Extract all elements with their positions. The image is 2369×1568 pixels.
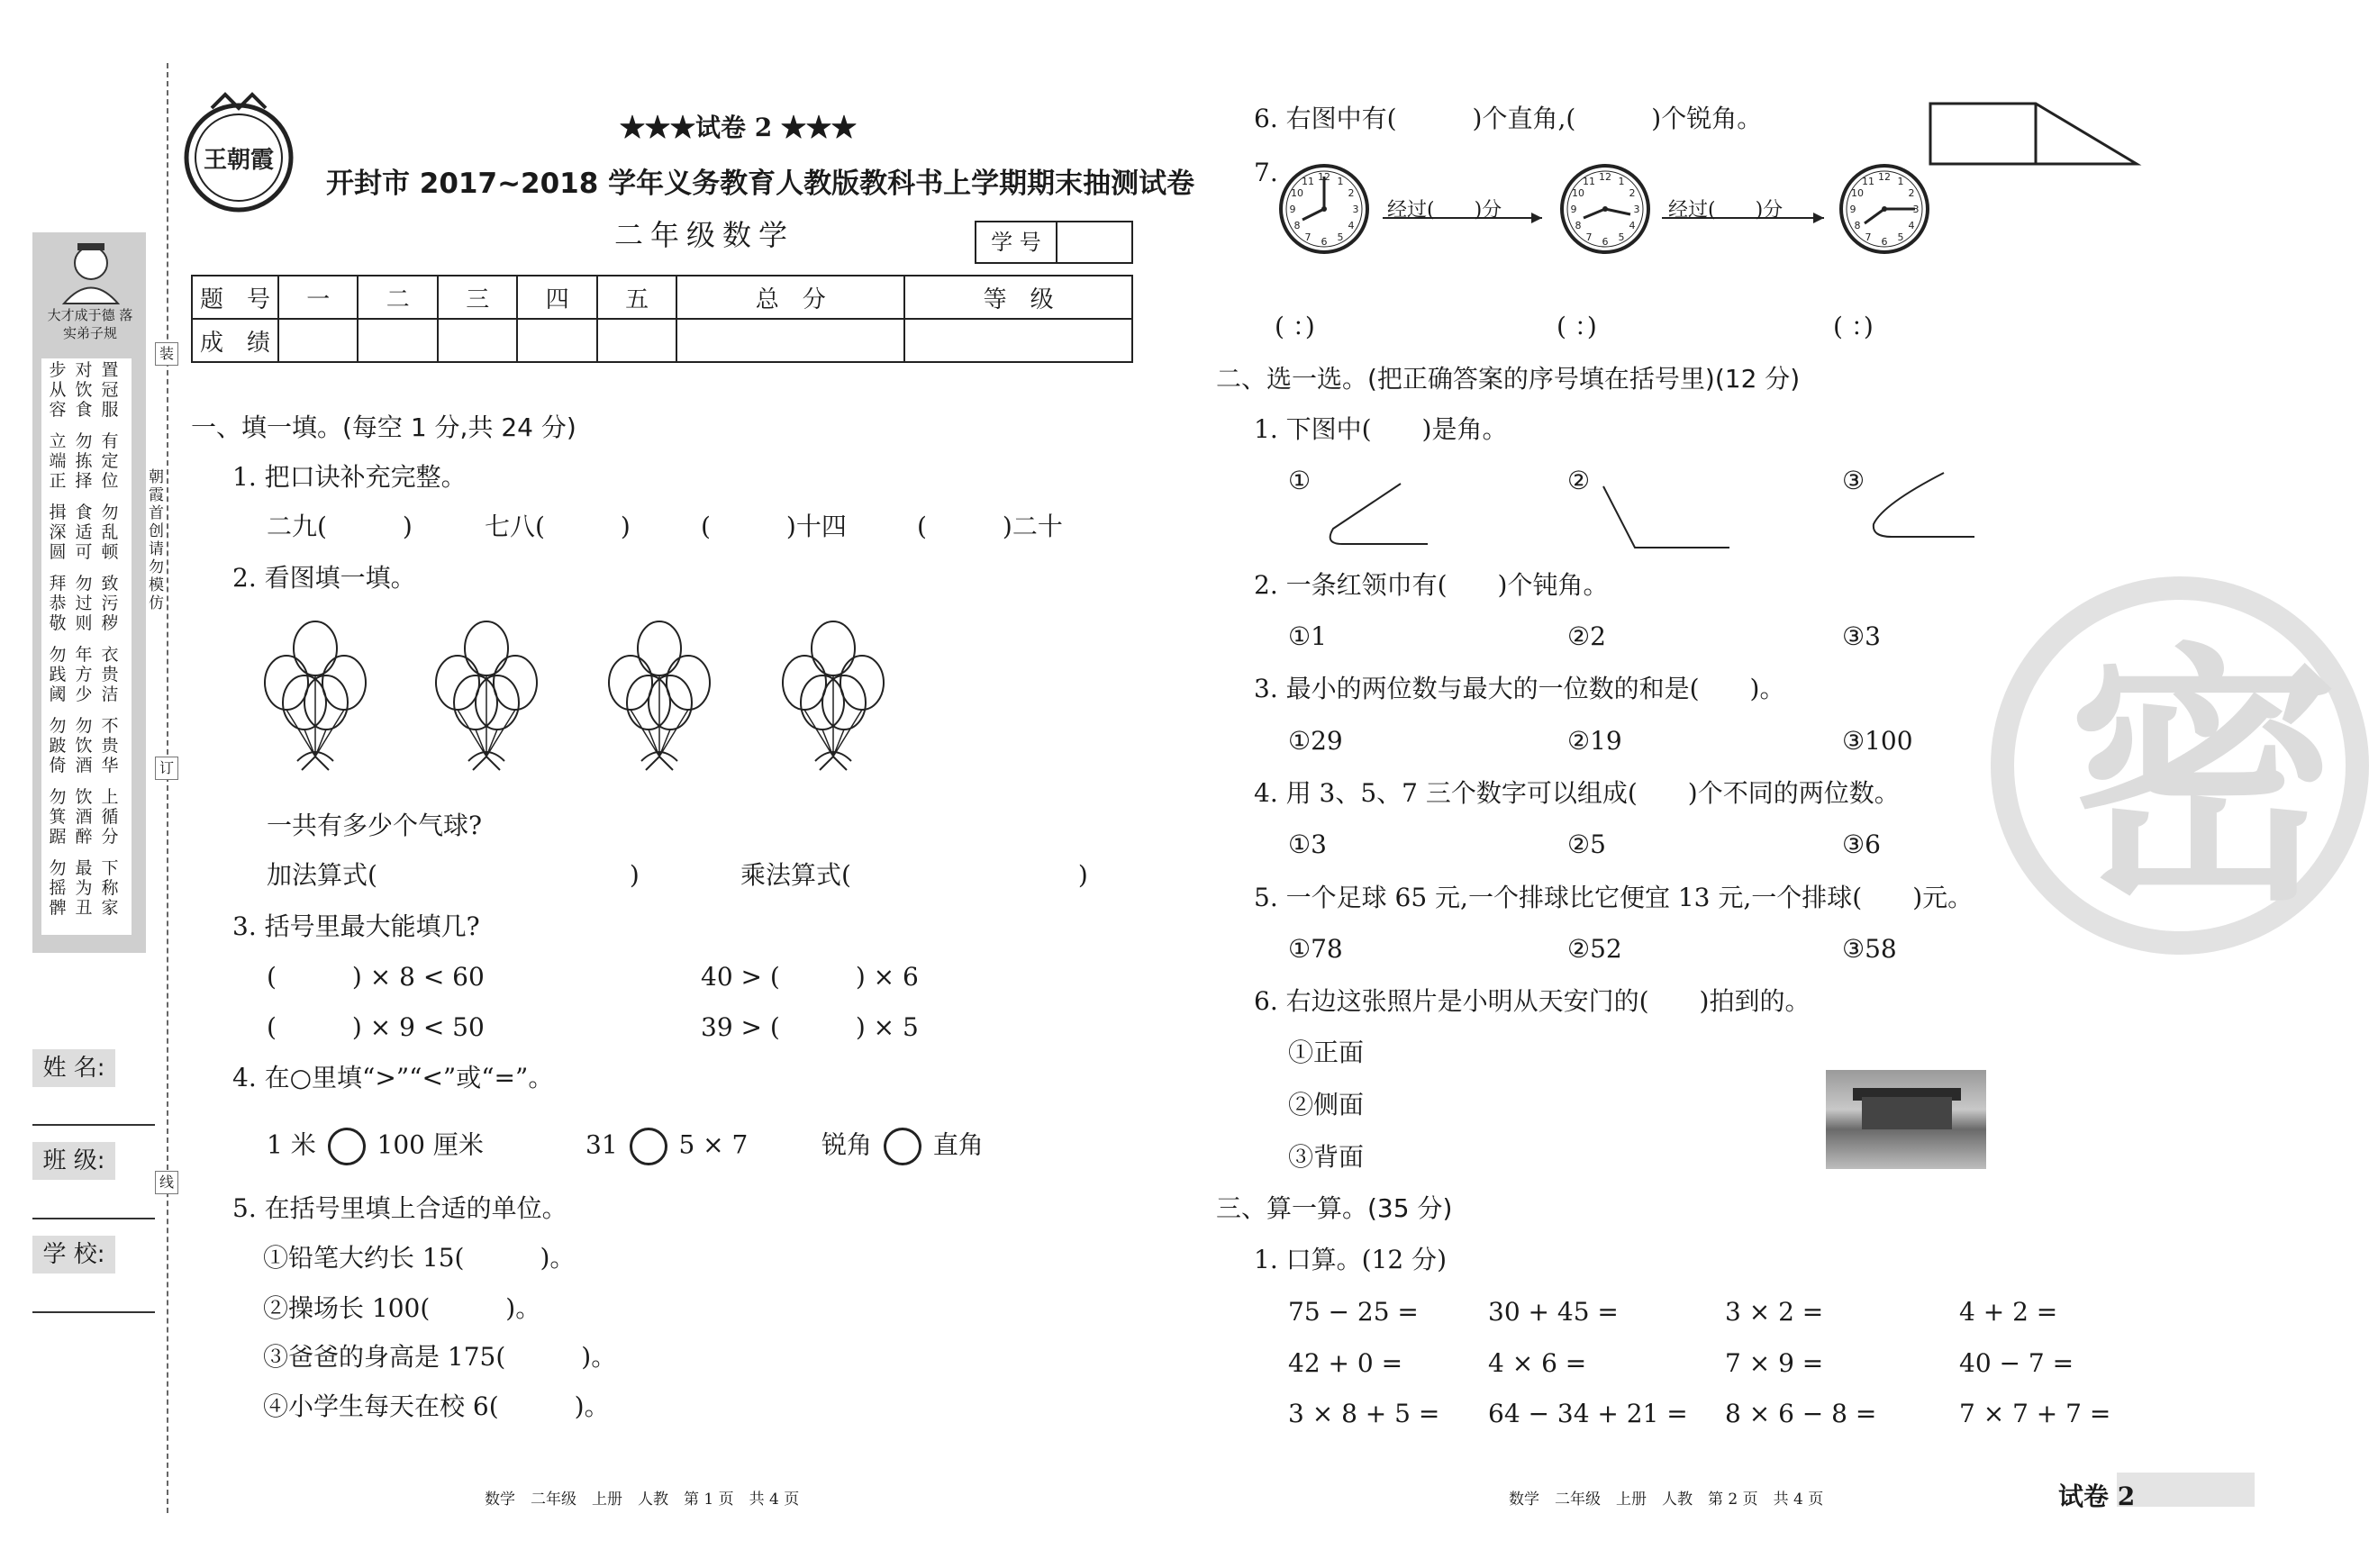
choice-question-5[interactable]: 5. 一个足球 65 元,一个排球比它便宜 13 元,一个排球( )元。 [1254, 883, 1974, 912]
q1-blank[interactable]: 二九( ) [267, 512, 413, 541]
elapsed-time-blank[interactable]: 经过( )分 [1668, 199, 1784, 222]
question-7: 7. [1254, 158, 1278, 187]
q1-blank[interactable]: ( )十四 [701, 512, 847, 541]
calc-item[interactable]: 42 + 0 = [1288, 1348, 1403, 1378]
student-number-label: 学 号 [976, 222, 1057, 262]
calc-item[interactable]: 7 × 9 = [1725, 1348, 1824, 1378]
option-label[interactable]: ① [1288, 466, 1312, 495]
scholar-illustration [50, 236, 132, 308]
clock-sequence [1279, 164, 1946, 263]
option-label[interactable]: ②19 [1567, 726, 1622, 756]
cut-mark: 装 [155, 342, 178, 366]
option-label[interactable]: ②侧面 [1288, 1090, 1365, 1119]
section-1-heading: 一、填一填。(每空 1 分,共 24 分) [191, 412, 576, 442]
rule-text: 对饮食 [75, 360, 93, 420]
score-header-cell: 四 [517, 276, 596, 319]
q1-blank[interactable]: ( )二十 [917, 512, 1063, 541]
class-field[interactable] [32, 1218, 155, 1219]
rule-text: 不贵华 [101, 716, 119, 775]
q2-prompt: 一共有多少个气球? [267, 811, 483, 840]
unit-blank[interactable]: ③爸爸的身高是 175( )。 [263, 1342, 617, 1372]
question-6[interactable]: 6. 右图中有( )个直角,( )个锐角。 [1254, 104, 1763, 133]
compare-item: 锐角 直角 [821, 1128, 984, 1165]
score-header-cell: 五 [597, 276, 676, 319]
choice-question-4[interactable]: 4. 用 3、5、7 三个数字可以组成( )个不同的两位数。 [1254, 778, 1900, 808]
addition-answer[interactable]: 加法算式( ) [267, 860, 640, 890]
calc-item[interactable]: 4 + 2 = [1959, 1297, 2058, 1327]
option-label[interactable]: ③58 [1842, 934, 1897, 964]
rule-text: 置冠服 [101, 360, 119, 420]
clock-3 [1841, 166, 1928, 252]
cut-mark: 订 [155, 757, 178, 780]
calc-question-1: 1. 口算。(12 分) [1254, 1245, 1447, 1274]
rule-text: 勿践阈 [49, 645, 67, 704]
rule-text: 饮酒醉 [75, 787, 93, 847]
rule-text: 立端正 [49, 431, 67, 491]
student-number-box[interactable] [975, 221, 1133, 264]
rule-text: 食适可 [75, 503, 93, 562]
motto: 大才成于德 落实弟子规 [47, 307, 133, 341]
calc-item[interactable]: 4 × 6 = [1488, 1348, 1587, 1378]
exam-number-label: ★★★试卷 2 ★★★ [620, 113, 857, 142]
calc-item[interactable]: 64 − 34 + 21 = [1488, 1399, 1688, 1428]
exam-tag-bar [2117, 1473, 2255, 1507]
option-label[interactable]: ②2 [1567, 621, 1606, 651]
name-label: 姓 名: [32, 1049, 115, 1087]
rule-text: 致污秽 [101, 574, 119, 633]
elapsed-time-blank[interactable]: 经过( )分 [1387, 199, 1502, 222]
option-label[interactable]: ①正面 [1288, 1038, 1365, 1067]
rule-text: 最为丑 [75, 858, 93, 918]
option-label[interactable]: ③6 [1842, 829, 1881, 859]
time-answer[interactable]: ( ：) [1275, 312, 1315, 341]
compare-item: 31 5 × 7 [585, 1128, 748, 1165]
choice-question-1[interactable]: 1. 下图中( )是角。 [1254, 414, 1508, 444]
option-label[interactable]: ①78 [1288, 934, 1343, 964]
calc-item[interactable]: 40 − 7 = [1959, 1348, 2074, 1378]
calc-item[interactable]: 3 × 2 = [1725, 1297, 1824, 1327]
option-label[interactable]: ② [1567, 466, 1591, 495]
option-label[interactable]: ③ [1842, 466, 1865, 495]
q1-blank[interactable]: 七八( ) [485, 512, 631, 541]
rule-text: 勿饮酒 [75, 716, 93, 775]
score-header-cell: 一 [278, 276, 358, 319]
score-header-cell: 等 级 [904, 276, 1132, 319]
score-cell[interactable] [597, 319, 676, 362]
score-table [191, 275, 1133, 363]
score-cell[interactable] [517, 319, 596, 362]
rule-text: 上循分 [101, 787, 119, 847]
option-label[interactable]: ②52 [1567, 934, 1622, 964]
time-answer[interactable]: ( ：) [1557, 312, 1597, 341]
page-footer-left: 数学 二年级 上册 人教 第 1 页 共 4 页 [485, 1491, 800, 1509]
clock-2 [1562, 166, 1648, 252]
question-5: 5. 在括号里填上合适的单位。 [232, 1193, 567, 1223]
score-cell[interactable] [904, 319, 1132, 362]
calc-item[interactable]: 75 − 25 = [1288, 1297, 1419, 1327]
rule-text: 有定位 [101, 431, 119, 491]
score-cell[interactable] [438, 319, 517, 362]
question-2: 2. 看图填一填。 [232, 563, 416, 593]
question-1: 1. 把口诀补充完整。 [232, 462, 467, 492]
question-4: 4. 在○里填“>”“<”或“=”。 [232, 1063, 554, 1092]
rule-text: 勿箕踞 [49, 787, 67, 847]
option-label[interactable]: ③背面 [1288, 1142, 1365, 1172]
class-label: 班 级: [32, 1142, 115, 1180]
name-field[interactable] [32, 1124, 155, 1126]
rule-text: 勿拣择 [75, 431, 93, 491]
exam-tag: 试卷 2 [2058, 1482, 2136, 1511]
brand-logo [176, 90, 302, 216]
rule-text: 勿过则 [75, 574, 93, 633]
rule-text: 勿跛倚 [49, 716, 67, 775]
score-cell[interactable] [358, 319, 437, 362]
binding-cut-line [167, 63, 168, 1513]
rule-text: 下称家 [101, 858, 119, 918]
multiplication-answer[interactable]: 乘法算式( ) [740, 860, 1088, 890]
rule-text: 衣贵洁 [101, 645, 119, 704]
compare-circle[interactable] [630, 1128, 667, 1165]
option-label[interactable]: ②5 [1567, 829, 1606, 859]
rule-text: 拜恭敬 [49, 574, 67, 633]
subject-title: 二年级数学 [614, 218, 795, 252]
question-3: 3. 括号里最大能填几? [232, 911, 480, 941]
calc-item[interactable]: 8 × 6 − 8 = [1725, 1399, 1877, 1428]
q3-item[interactable]: 39 > ( ) × 5 [701, 1012, 919, 1042]
school-label: 学 校: [32, 1236, 115, 1273]
option-label[interactable]: ①29 [1288, 726, 1343, 756]
unit-blank[interactable]: ①铅笔大约长 15( )。 [263, 1243, 576, 1273]
calc-item[interactable]: 7 × 7 + 7 = [1959, 1399, 2111, 1428]
score-cell[interactable] [676, 319, 904, 362]
score-header-cell: 三 [438, 276, 517, 319]
option-label[interactable]: ①1 [1288, 621, 1327, 651]
angle-figure-3 [1865, 468, 1982, 540]
choice-question-3[interactable]: 3. 最小的两位数与最大的一位数的和是( )。 [1254, 674, 1785, 703]
score-cell[interactable] [278, 319, 358, 362]
rule-text: 揖深圆 [49, 503, 67, 562]
unit-blank[interactable]: ④小学生每天在校 6( )。 [263, 1391, 610, 1421]
rule-text: 勿乱顿 [101, 503, 119, 562]
option-label[interactable]: ①3 [1288, 829, 1327, 859]
choice-question-6[interactable]: 6. 右边这张照片是小明从天安门的( )拍到的。 [1254, 986, 1811, 1016]
school-field[interactable] [32, 1311, 155, 1313]
q3-item[interactable]: 40 > ( ) × 6 [701, 962, 919, 992]
rule-text: 勿摇髀 [49, 858, 67, 918]
calc-item[interactable]: 3 × 8 + 5 = [1288, 1399, 1440, 1428]
cut-mark: 线 [155, 1171, 178, 1194]
choice-question-2[interactable]: 2. 一条红领巾有( )个钝角。 [1254, 570, 1609, 600]
page-footer-right: 数学 二年级 上册 人教 第 2 页 共 4 页 [1509, 1491, 1824, 1509]
section-2-heading: 二、选一选。(把正确答案的序号填在括号里)(12 分) [1216, 364, 1801, 394]
compare-item: 1 米 100 厘米 [267, 1128, 484, 1165]
rule-text: 步从容 [49, 360, 67, 420]
score-header-cell: 总 分 [676, 276, 904, 319]
q3-item[interactable]: ( ) × 9 < 50 [267, 1012, 485, 1042]
confidential-watermark: 密 [1991, 576, 2369, 955]
angle-figure-2 [1594, 479, 1738, 551]
angle-figure-1 [1315, 479, 1432, 551]
clock-1 [1281, 166, 1367, 252]
time-answer[interactable]: ( ：) [1833, 312, 1874, 341]
unit-blank[interactable]: ②操场长 100( )。 [263, 1293, 541, 1323]
score-header-cell: 题 号 [192, 276, 278, 319]
balloon-bunches [252, 612, 1045, 779]
q3-item[interactable]: ( ) × 8 < 60 [267, 962, 485, 992]
tiananmen-photo [1826, 1070, 1986, 1169]
trapezoid-figure [1928, 101, 2144, 169]
score-cell[interactable]: 成 绩 [192, 319, 278, 362]
option-label[interactable]: ③3 [1842, 621, 1881, 651]
score-header-cell: 二 [358, 276, 437, 319]
logo-text: 王朝霞 [203, 147, 275, 174]
vertical-notice: 朝霞首创 请勿模仿 [149, 468, 164, 612]
compare-circle[interactable] [328, 1128, 366, 1165]
exam-title: 开封市 2017~2018 学年义务教育人教版教科书上学期期末抽测试卷 [326, 168, 1195, 200]
compare-circle[interactable] [884, 1128, 921, 1165]
section-3-heading: 三、算一算。(35 分) [1216, 1193, 1453, 1223]
calc-item[interactable]: 30 + 45 = [1488, 1297, 1619, 1327]
rule-text: 年方少 [75, 645, 93, 704]
option-label[interactable]: ③100 [1842, 726, 1913, 756]
